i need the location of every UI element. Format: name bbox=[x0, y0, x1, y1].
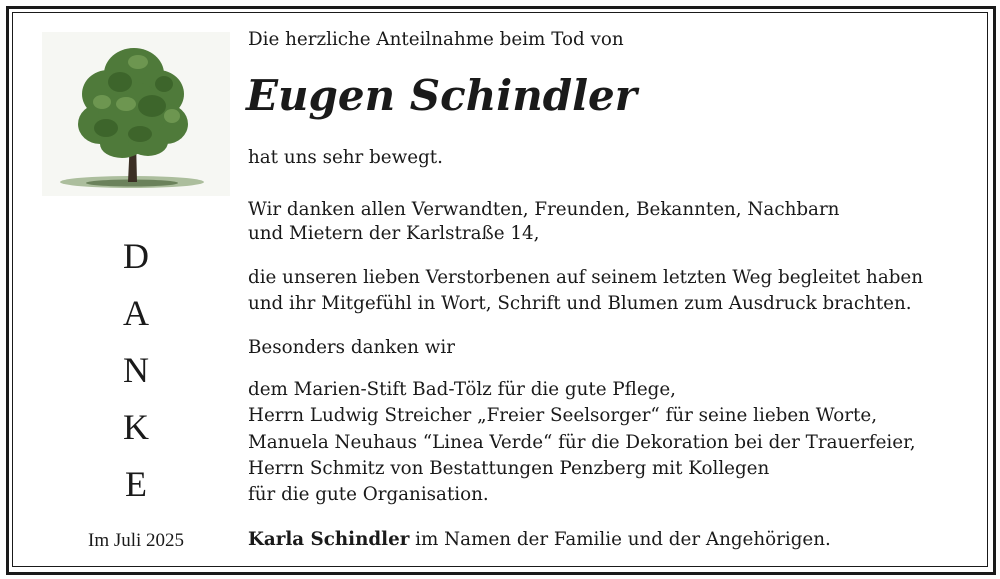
signature-line bbox=[248, 528, 831, 552]
thanks-line-4: und ihr Mitgefühl in Wort, Schrift und Blumen zum Ausdruck brachten. bbox=[248, 293, 912, 314]
special-thanks-4: Herrn Schmitz von Bestattungen Penzberg mit Kollegen bbox=[248, 458, 770, 479]
intro-text: Die herzliche Anteilnahme beim Tod von bbox=[248, 29, 624, 50]
special-thanks-2: Herrn Ludwig Streicher „Freier Seelsorger“ für seine lieben Worte, bbox=[248, 405, 878, 426]
date-label: Im Juli 2025 bbox=[88, 530, 185, 551]
after-name-text: hat uns sehr bewegt. bbox=[248, 147, 443, 168]
danke-letter-a: A bbox=[123, 293, 149, 333]
thanks-line-3: die unseren lieben Verstorbenen auf seinem letzten Weg begleitet haben bbox=[248, 267, 924, 288]
thanks-line-2: und Mietern der Karlstraße 14, bbox=[248, 223, 540, 244]
special-thanks-1: dem Marien-Stift Bad-Tölz für die gute Pflege, bbox=[248, 379, 676, 400]
danke-letter-d: D bbox=[123, 236, 149, 276]
danke-letter-k: K bbox=[123, 407, 149, 447]
signature-name: Karla Schindler bbox=[248, 529, 410, 550]
special-intro: Besonders danken wir bbox=[248, 337, 455, 358]
special-thanks-5: für die gute Organisation. bbox=[248, 484, 489, 505]
thanks-line-1: Wir danken allen Verwandten, Freunden, Bekannten, Nachbarn bbox=[248, 199, 840, 220]
danke-letter-n: N bbox=[123, 350, 149, 390]
deceased-name: Eugen Schindler bbox=[246, 71, 637, 120]
tree-icon bbox=[42, 32, 230, 196]
signature-rest: im Namen der Familie und der Angehörigen. bbox=[409, 529, 831, 550]
special-thanks-3: Manuela Neuhaus “Linea Verde“ für die Dekoration bei der Trauerfeier, bbox=[248, 432, 916, 453]
danke-letter-e: E bbox=[125, 464, 147, 504]
